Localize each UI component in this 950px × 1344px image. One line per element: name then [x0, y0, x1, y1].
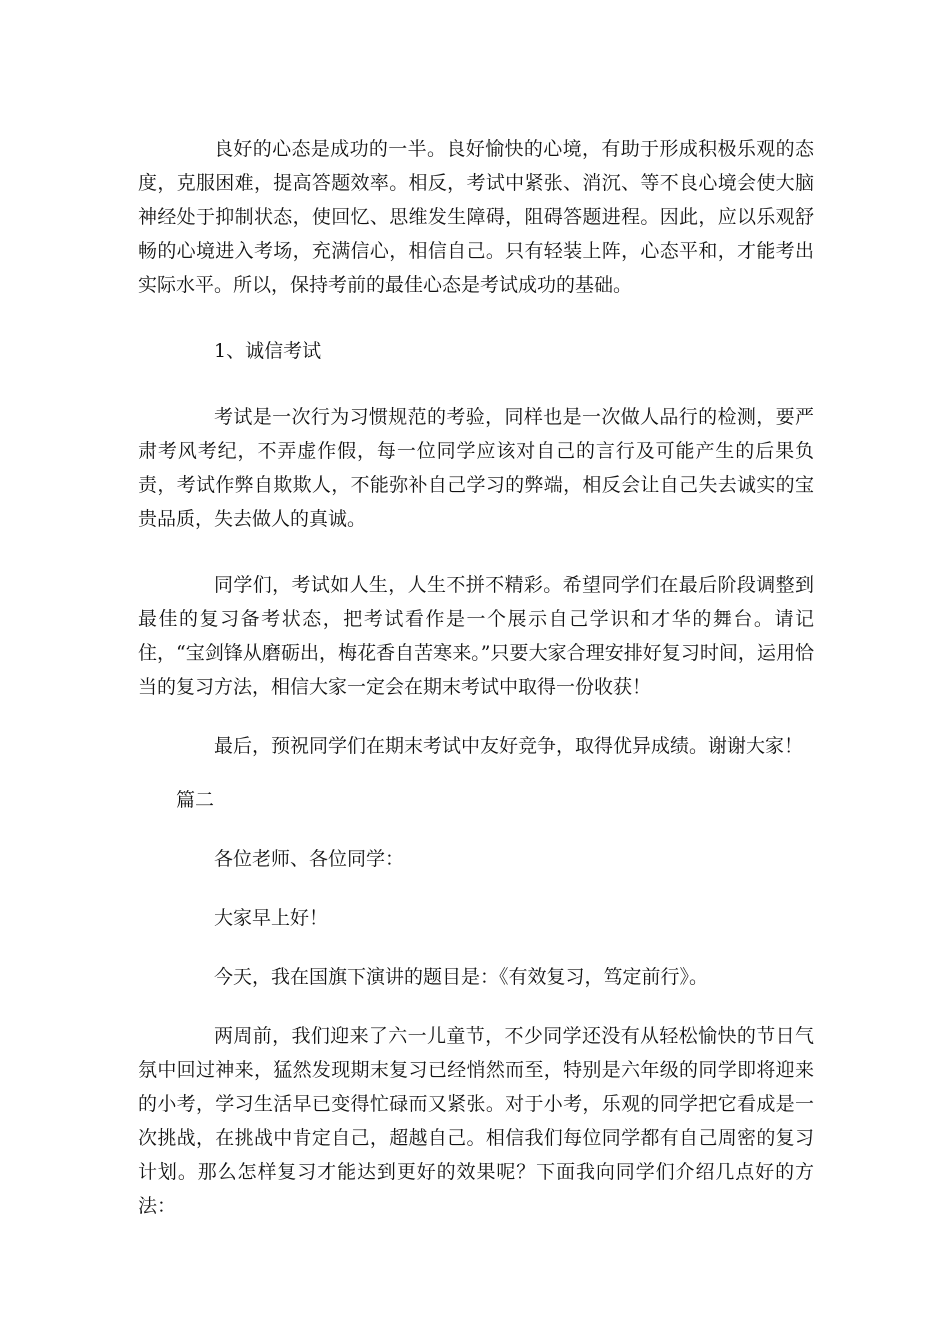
paragraph-closing: 最后，预祝同学们在期末考试中友好竞争，取得优异成绩。谢谢大家！	[214, 735, 804, 757]
document-body	[138, 132, 814, 1223]
paragraph-salutation: 各位老师、各位同学：	[214, 848, 405, 870]
paragraph-review-intro: 两周前，我们迎来了六一儿童节，不少同学还没有从轻松愉快的节日气氛中回过神来，猛然发现期末复习已经悄然而至，特别是六年级的同学即将迎来的小考，学习生活早已变得忙碌而又紧张。对于小考，乐观的同学把它看成是一次挑战，在挑战中肯定自己，超越自己。相信我们每位同学都有自己周密的复习计划。那么怎样复习才能达到更好的效果呢？下面我向同学们介绍几点好的方法：	[138, 1025, 814, 1217]
paragraph-exam-integrity: 考试是一次行为习惯规范的考验，同样也是一次做人品行的检测，要严肃考风考纪，不弄虚作假，每一位同学应该对自己的言行及可能产生的后果负责，考试作弊自欺欺人，不能弥补自己学习的弊端，相反会让自己失去诚实的宝贵品质，失去做人的真诚。	[138, 406, 814, 530]
paragraph-encouragement: 同学们，考试如人生，人生不拼不精彩。希望同学们在最后阶段调整到最佳的复习备考状态，把考试看作是一个展示自己学识和才华的舞台。请记住，“宝剑锋从磨砺出，梅花香自苦寒来。”只要大家合理安排好复习时间，运用恰当的复习方法，相信大家一定会在期末考试中取得一份收获！	[138, 574, 814, 698]
heading-honest-exam: 1、诚信考试	[214, 340, 322, 362]
paragraph-greeting: 大家早上好！	[214, 907, 329, 929]
paragraph-mindset: 良好的心态是成功的一半。良好愉快的心境，有助于形成积极乐观的态度，克服困难，提高答题效率。相反，考试中紧张、消沉、等不良心境会使大脑神经处于抑制状态，使回忆、思维发生障碍，阻碍答题进程。因此，应以乐观舒畅的心境进入考场，充满信心，相信自己。只有轻装上阵，心态平和，才能考出实际水平。所以，保持考前的最佳心态是考试成功的基础。	[138, 138, 814, 296]
section-title-part-two: 篇二	[176, 789, 215, 811]
paragraph-speech-topic: 今天，我在国旗下演讲的题目是：《有效复习，笃定前行》。	[214, 966, 709, 988]
